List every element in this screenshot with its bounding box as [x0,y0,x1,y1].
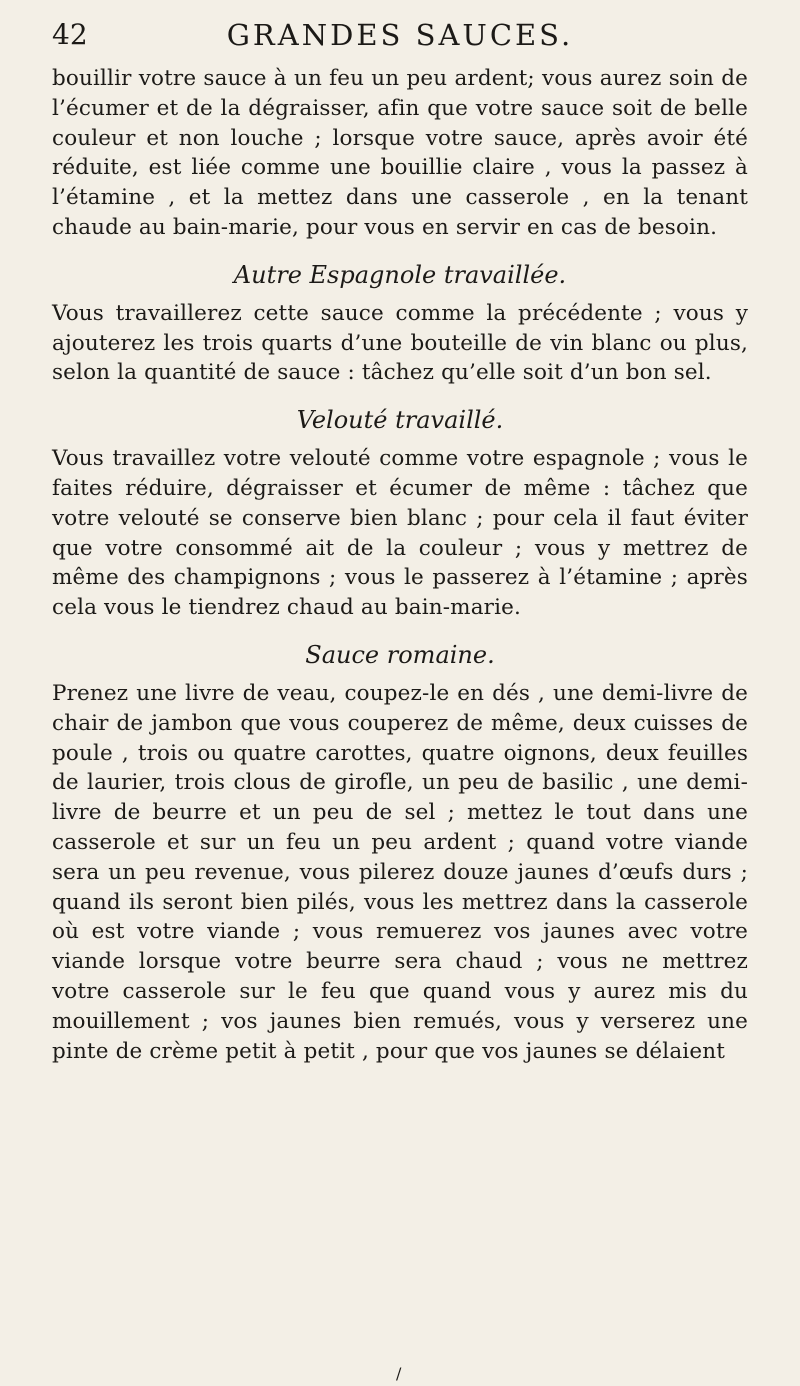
continuation-paragraph: bouillir votre sauce à un feu un peu ardent; vous aurez soin de l’écumer et de la dégraisser, afin que votre sauce soit de belle couleur et non louche ; lorsque votre sauce, après avoir été réduite, est liée comme une bouillie claire , vous la passez à l’étamine , et la mettez dans une casserole , en la tenant chaude au bain-marie, pour vous en servir en cas de besoin. [52,66,748,240]
section-sauce-romaine [52,641,748,1066]
section-veloute [52,406,748,623]
section-autre-espagnole [52,261,748,388]
section-title-veloute: Velouté travaillé. [296,406,504,435]
section-paragraph-autre-espagnole: Vous travaillerez cette sauce comme la précédente ; vous y ajouterez les trois quarts d’une bouteille de vin blanc ou plus, selon la quantité de sauce : tâchez qu’elle soit d’un bon sel. [52,300,748,386]
footer-mark: / [396,1364,402,1383]
section-title-sauce-romaine: Sauce romaine. [305,640,495,669]
section-paragraph-sauce-romaine: Prenez une livre de veau, coupez-le en dés , une demi-livre de chair de jambon que vous couperez de même, deux cuisses de poule , trois ou quatre carottes, quatre oignons, deux feuilles de laurier, trois clous de girofle, un peu de basilic , une demi-livre de beurre et un peu de sel ; mettez le tout dans une casserole et sur un feu un peu ardent ; quand votre viande sera un peu revenue, vous pilerez douze jaunes d’œufs durs ; quand ils seront bien pilés, vous les mettrez dans la casserole où est votre viande ; vous remuerez vos jaunes avec votre viande lorsque votre beurre sera chaud ; vous ne mettrez votre casserole sur le feu que quand vous y aurez mis du mouillement ; vos jaunes bien remués, vous y verserez une pinte de crème petit à petit , pour que vos jaunes se délaient [52,680,748,1064]
page-number: 42 [52,18,88,51]
running-title: GRANDES SAUCES. [226,18,574,52]
running-head [52,8,748,64]
section-paragraph-veloute: Vous travaillez votre velouté comme votre espagnole ; vous le faites réduire, dégraisser et écumer de même : tâchez que votre velouté se conserve bien blanc ; pour cela il faut éviter que votre consommé ait de la couleur ; vous y mettrez de même des champignons ; vous le passerez à l’étamine ; après cela vous le tiendrez chaud au bain-marie. [52,446,748,621]
section-title-autre-espagnole: Autre Espagnole travaillée. [233,260,567,289]
